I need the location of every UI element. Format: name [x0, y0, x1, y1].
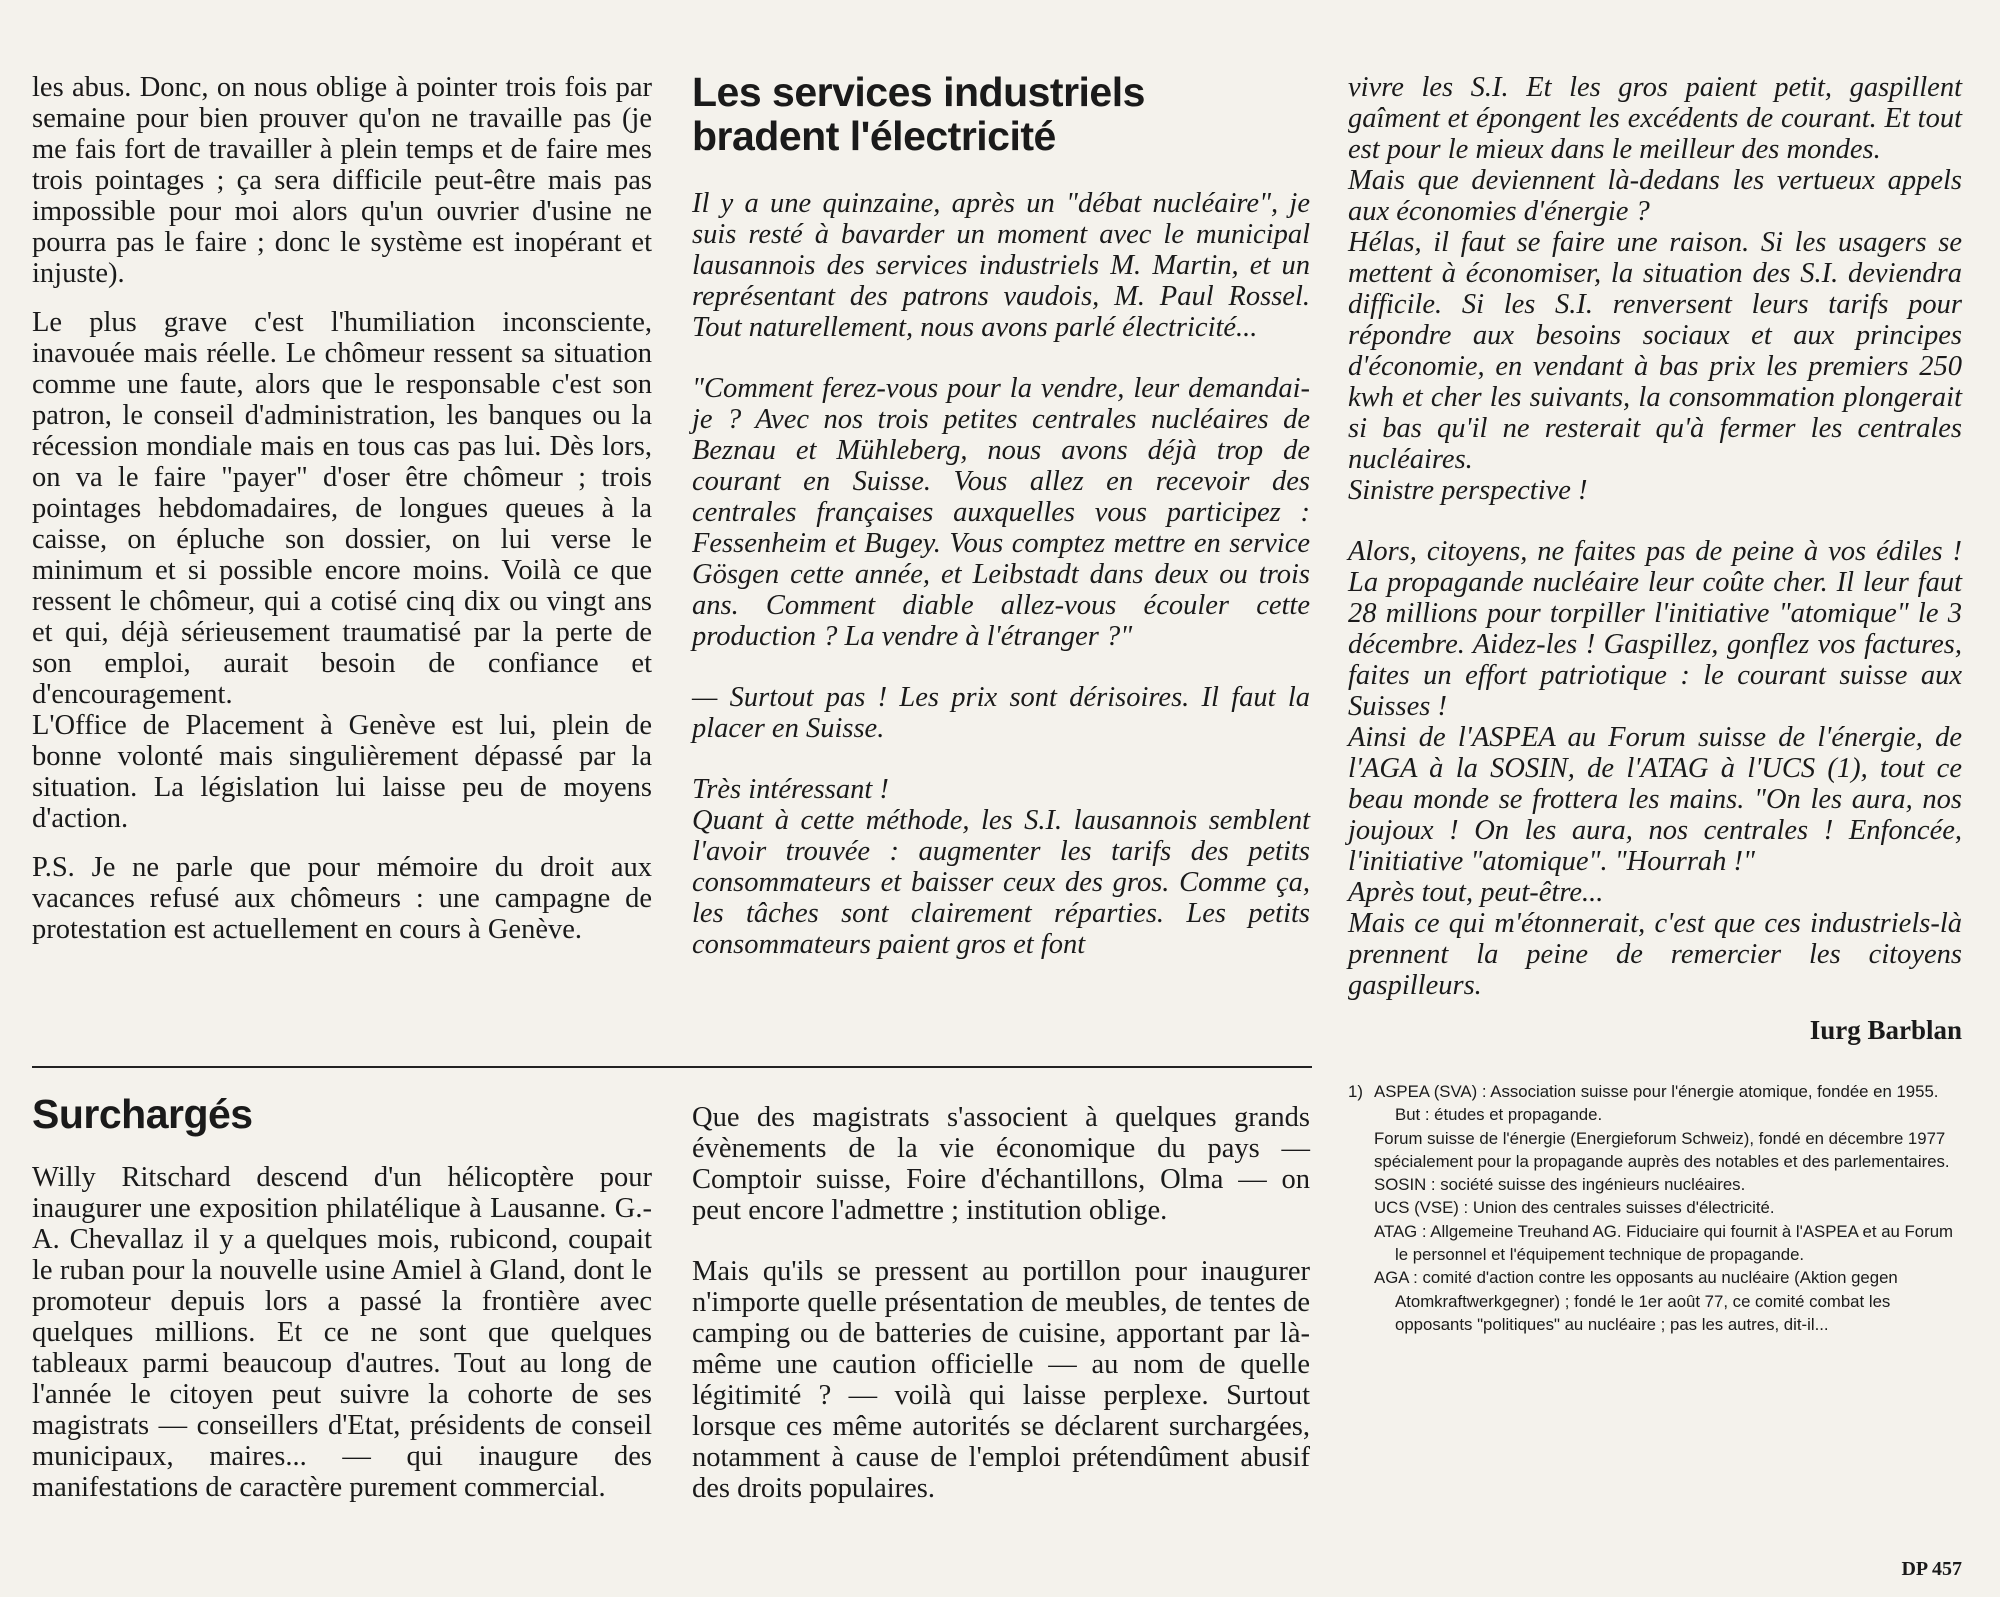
paragraph: Quant à cette méthode, les S.I. lausannois semblent l'avoir trouvée : augmenter les tarifs des petits consommateurs et baisser ceux des gros. Comme ça, les tâches sont clairement réparties. Les petits consommateurs paient gros et font: [692, 805, 1310, 960]
paragraph: les abus. Donc, on nous oblige à pointer trois fois par semaine pour bien prouver qu'on ne travaille pas (je me fais fort de travailler à plein temps et de faire mes trois pointages ; ça sera difficile peut-être mais pas impossible pour moi alors qu'un ouvrier d'usine ne pourra pas le faire ; donc le système est inopérant et injuste).: [32, 72, 652, 289]
paragraph: Willy Ritschard descend d'un hélicoptère pour inaugurer une exposition philatélique à Lausanne. G.-A. Chevallaz il y a quelques mois, rubicond, coupait le ruban pour la nouvelle usine Amiel à Gland, dont le promoteur depuis lors a passé la frontière avec quelques millions. Et ce ne sont que quelques tableaux parmi beaucoup d'autres. Tout au long de l'année le citoyen peut suivre la cohorte de ses magistrats — conseillers d'Etat, présidents de conseil municipaux, maires... — qui inaugure des manifestations de caractère purement commercial.: [32, 1162, 652, 1503]
paragraph: Ainsi de l'ASPEA au Forum suisse de l'énergie, de l'AGA à la SOSIN, de l'ATAG à l'UCS (1), tout ce beau monde se frottera les mains. "On les aura, nos joujoux ! On les aura, nos centrales ! Enfoncée, l'initiative "atomique". "Hourrah !": [1348, 722, 1962, 877]
article-title: [692, 70, 1310, 158]
paragraph: "Comment ferez-vous pour la vendre, leur demandai-je ? Avec nos trois petites centrales nucléaires de Beznau et Mühleberg, nous avons déjà trop de courant en Suisse. Vous allez en recevoir des centrales françaises auxquelles vous participez : Fessenheim et Bugey. Vous comptez mettre en service Gösgen cette année, et Leibstadt dans deux ou trois ans. Comment diable allez-vous écouler cette production ? La vendre à l'étranger ?": [692, 373, 1310, 652]
footnote-number: 1): [1348, 1082, 1363, 1101]
paragraph: Mais ce qui m'étonnerait, c'est que ces industriels-là prennent la peine de remercier les citoyens gaspilleurs.: [1348, 908, 1962, 1001]
author-signature: Iurg Barblan: [1809, 1015, 1962, 1045]
paragraph: Très intéressant !: [692, 774, 889, 805]
paragraph: L'Office de Placement à Genève est lui, plein de bonne volonté mais singulièrement dépassé par la situation. La législation lui laisse peu de moyens d'action.: [32, 710, 652, 834]
article-title-line-1: Les services industriels: [692, 69, 1145, 115]
footnote: [1348, 1080, 1962, 1336]
section-divider: [32, 1066, 1312, 1068]
footnote-item: AGA : comité d'action contre les opposants au nucléaire (Aktion gegen Atomkraftwerkgegner) ; fondé le 1er août 77, ce comité combat les opposants "politiques" au nucléaire ; pas les autres, dit-il...: [1374, 1268, 1898, 1334]
footnote-item: Forum suisse de l'énergie (Energieforum Schweiz), fondé en décembre 1977 spécialement pour la propagande auprès des notables et des parlementaires.: [1374, 1128, 1950, 1171]
column-1-top: [32, 72, 652, 945]
footnote-item: ASPEA (SVA) : Association suisse pour l'énergie atomique, fondée en 1955. But : études et propagande.: [1374, 1082, 1939, 1125]
paragraph: Mais qu'ils se pressent au portillon pour inaugurer n'importe quelle présentation de meubles, de tentes de camping ou de batteries de cuisine, apportant par là-même une caution officielle — au nom de quelle légitimité ? — voilà qui laisse perplexe. Surtout lorsque ces même autorités se déclarent surchargées, notamment à cause de l'emploi prétendûment abusif des droits populaires.: [692, 1256, 1310, 1504]
paragraph: Hélas, il faut se faire une raison. Si les usagers se mettent à économiser, la situation des S.I. deviendra difficile. Si les S.I. renversent leurs tarifs pour répondre aux besoins sociaux et aux principes d'économie, en vendant à bas prix les premiers 250 kwh et cher les suivants, la consommation plongerait si bas qu'il ne resterait qu'à fermer les centrales nucléaires.: [1348, 227, 1962, 475]
paragraph: Alors, citoyens, ne faites pas de peine à vos édiles ! La propagande nucléaire leur coûte cher. Il leur faut 28 millions pour torpiller l'initiative "atomique" le 3 décembre. Aidez-les ! Gaspillez, gonflez vos factures, faites un effort patriotique : le courant suisse aux Suisses !: [1348, 536, 1962, 722]
article-surcharges-col-1: [32, 1092, 652, 1503]
article-electricite: [692, 70, 1310, 960]
paragraph: — Surtout pas ! Les prix sont dérisoires. Il faut la placer en Suisse.: [692, 682, 1310, 744]
paragraph: Il y a une quinzaine, après un "débat nucléaire", je suis resté à bavarder un moment avec le municipal lausannois des services industriels M. Martin, et un représentant des patrons vaudois, M. Paul Rossel. Tout naturellement, nous avons parlé électricité...: [692, 188, 1310, 343]
paragraph: vivre les S.I. Et les gros paient petit, gaspillent gaîment et épongent les excédents de courant. Et tout est pour le mieux dans le meilleur des mondes.: [1348, 72, 1962, 165]
footnote-item: ATAG : Allgemeine Treuhand AG. Fiduciaire qui fournit à l'ASPEA et au Forum le personnel et l'équipement technique de propagande.: [1374, 1221, 1954, 1265]
footnote-item: UCS (VSE) : Union des centrales suisses d'électricité.: [1374, 1198, 1775, 1218]
article-title-line-2: bradent l'électricité: [692, 113, 1056, 159]
paragraph: P.S. Je ne parle que pour mémoire du droit aux vacances refusé aux chômeurs : une campagne de protestation est actuellement en cours à Genève.: [32, 852, 652, 945]
paragraph: Le plus grave c'est l'humiliation inconsciente, inavouée mais réelle. Le chômeur ressent sa situation comme une faute, alors que le responsable c'est son patron, le conseil d'administration, les banques ou la récession mondiale mais en tous cas pas lui. Dès lors, on va le faire "payer" d'oser être chômeur ; trois pointages hebdomadaires, de longues queues à la caisse, on épluche son dossier, on lui verse le minimum et si possible encore moins. Voilà ce que ressent le chômeur, qui a cotisé cinq dix ou vingt ans et qui, déjà sérieusement traumatisé par la perte de son emploi, aurait besoin de confiance et d'encouragement.: [32, 307, 652, 710]
article-title: Surchargés: [32, 1091, 253, 1137]
footnote-item: SOSIN : société suisse des ingénieurs nucléaires.: [1374, 1175, 1746, 1195]
paragraph: Mais que deviennent là-dedans les vertueux appels aux économies d'énergie ?: [1348, 165, 1962, 227]
page-label: DP 457: [1901, 1558, 1962, 1580]
paragraph: Après tout, peut-être...: [1348, 877, 1604, 908]
paragraph: Sinistre perspective !: [1348, 475, 1588, 506]
column-3: [1348, 72, 1962, 1336]
paragraph: Que des magistrats s'associent à quelques grands évènements de la vie économique du pays — Comptoir suisse, Foire d'échantillons, Olma — on peut encore l'admettre ; institution oblige.: [692, 1102, 1310, 1226]
article-surcharges-col-2: [692, 1102, 1310, 1504]
